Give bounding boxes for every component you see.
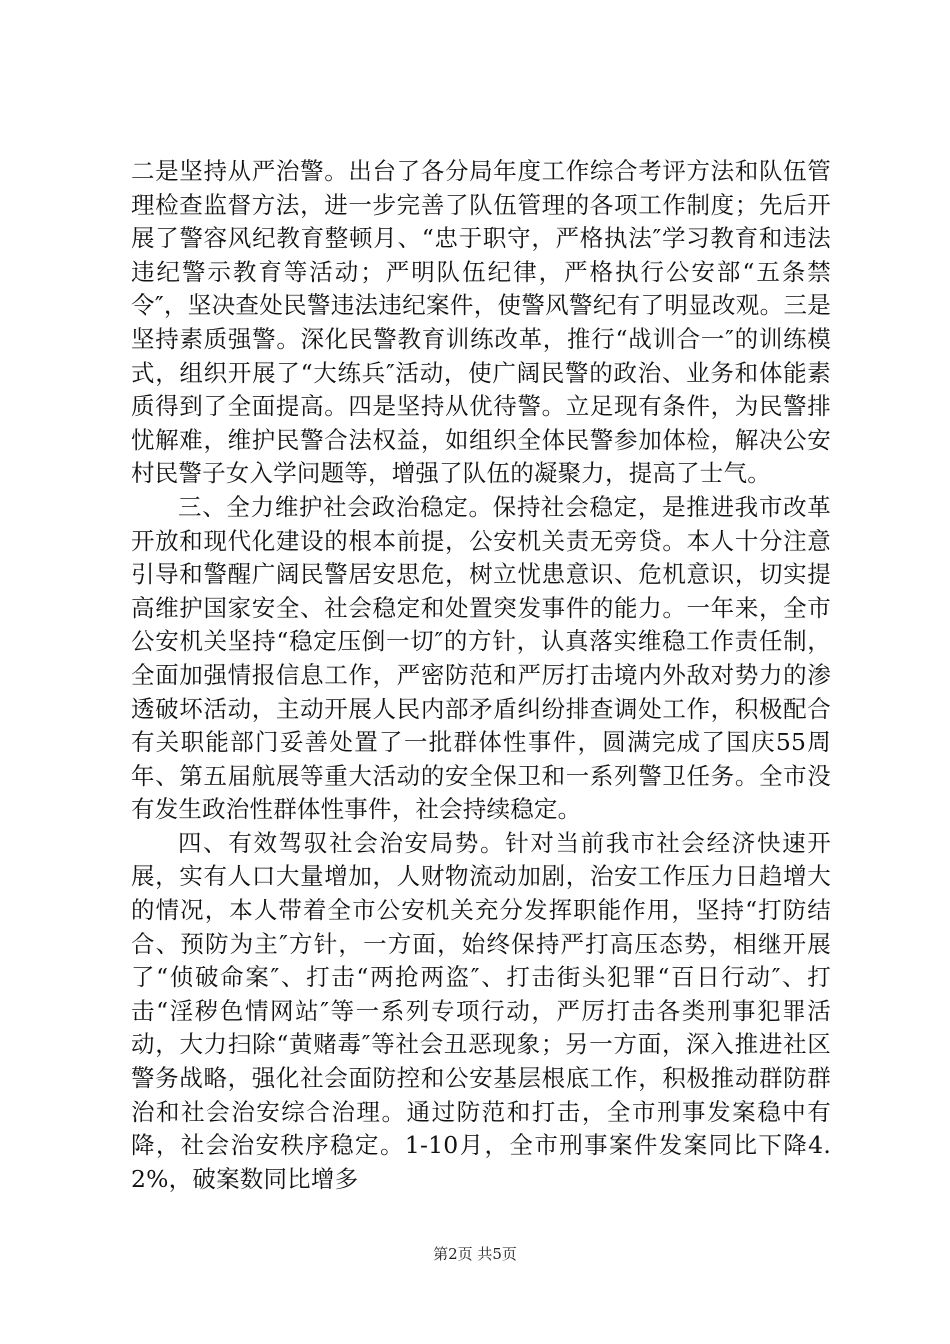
page-number-footer: 第2页 共5页 [433, 1245, 517, 1263]
paragraph-discipline: 二是坚持从严治警。出台了各分局年度工作综合考评方法和队伍管理检查监督方法，进一步完善了队伍管理的各项工作制度；先后开展了警容风纪教育整顿月、“忠于职守，严格执法″学习教育和违法违纪警示教育等活动；严明队伍纪律，严格执行公安部“五条禁令″，坚决查处民警违法违纪案件，使警风警纪有了明显改观。三是坚持素质强警。深化民警教育训练改革，推行“战训合一″的训练模式，组织开展了“大练兵″活动，使广阔民警的政治、业务和体能素质得到了全面提高。四是坚持从优待警。立足现有条件，为民警排忧解难，维护民警合法权益，如组织全体民警参加体检，解决公安村民警子女入学问题等，增强了队伍的凝聚力，提高了士气。 [131, 157, 831, 488]
document-body [131, 155, 831, 1196]
paragraph-political-stability: 三、全力维护社会政治稳定。保持社会稳定，是推进我市改革开放和现代化建设的根本前提，公安机关责无旁贷。本人十分注意引导和警醒广阔民警居安思危，树立忧患意识、危机意识，切实提高维护国家安全、社会稳定和处置突发事件的能力。一年来，全市公安机关坚持“稳定压倒一切″的方针，认真落实维稳工作责任制，全面加强情报信息工作，严密防范和严厉打击境内外敌对势力的渗透破坏活动，主动开展人民内部矛盾纠纷排查调处工作，积极配合有关职能部门妥善处置了一批群体性事件，圆满完成了国庆55周年、第五届航展等重大活动的安全保卫和一系列警卫任务。全市没有发生政治性群体性事件，社会持续稳定。 [131, 492, 831, 824]
paragraph-public-security: 四、有效驾驭社会治安局势。针对当前我市社会经济快速开展，实有人口大量增加，人财物流动加剧，治安工作压力日趋增大的情况，本人带着全市公安机关充分发挥职能作用，坚持“打防结合、预防为主″方针，一方面，始终保持严打高压态势，相继开展了“侦破命案″、打击“两抢两盗″、打击街头犯罪“百日行动″、打击“淫秽色情网站″等一系列专项行动，严厉打击各类刑事犯罪活动，大力扫除“黄赌毒″等社会丑恶现象；另一方面，深入推进社区警务战略，强化社会面防控和公安基层根底工作，积极推动群防群治和社会治安综合治理。通过防范和打击，全市刑事发案稳中有降，社会治安秩序稳定。1-10月，全市刑事案件发案同比下降4.2%，破案数同比增多 [131, 828, 831, 1193]
